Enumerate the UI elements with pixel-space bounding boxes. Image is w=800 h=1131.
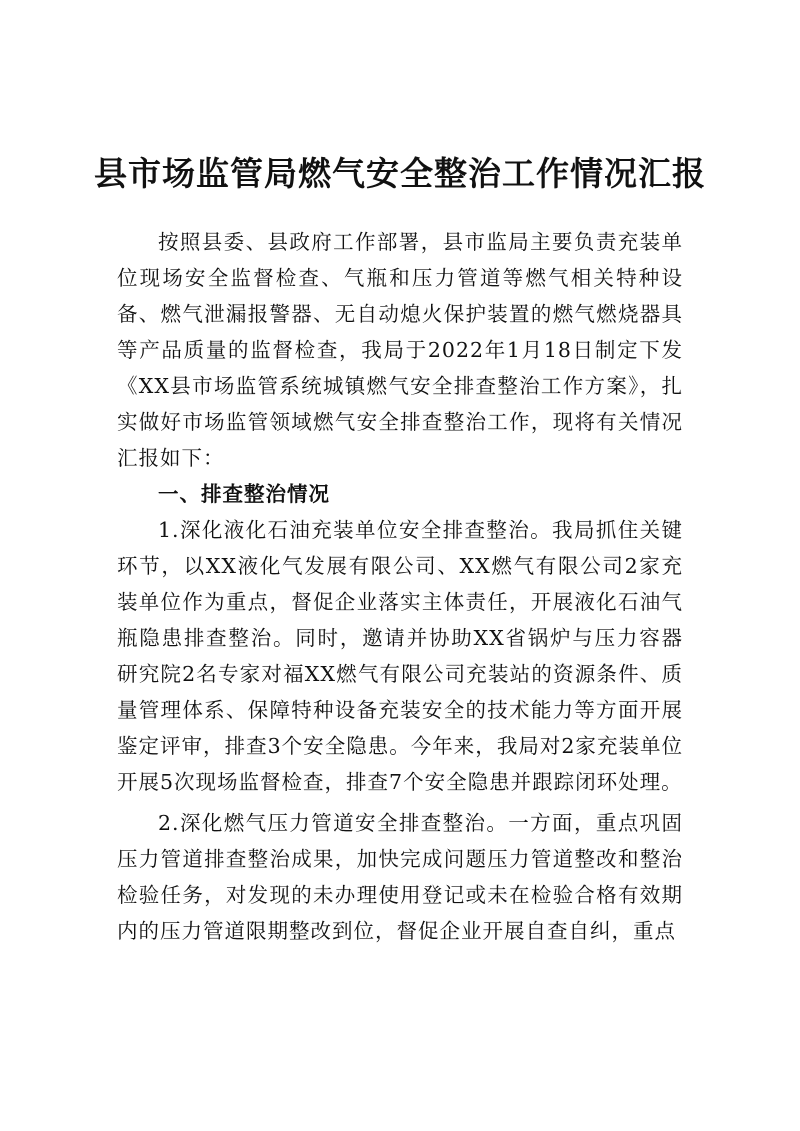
document-title: 县市场监管局燃气安全整治工作情况汇报 (94, 154, 706, 193)
body-paragraph-1: 1.深化液化石油充装单位安全排查整治。我局抓住关键环节，以XX液化气发展有限公司、XX燃气有限公司2家充装单位作为重点，督促企业落实主体责任，开展液化石油气瓶隐患排查整治。同时，邀请并协助XX省锅炉与压力容器研究院2名专家对福XX燃气有限公司充装站的资源条件、质量管理体系、保障特种设备充装安全的技术能力等方面开展鉴定评审，排查3个安全隐患。今年来，我局对2家充装单位开展5次现场监督检查，排查7个安全隐患并跟踪闭环处理。 (117, 518, 683, 794)
document-body (117, 224, 683, 949)
intro-paragraph: 按照县委、县政府工作部署，县市监局主要负责充装单位现场安全监督检查、气瓶和压力管道等燃气相关特种设备、燃气泄漏报警器、无自动熄火保护装置的燃气燃烧器具等产品质量的监督检查，我局于2022年1月18日制定下发《XX县市场监管系统城镇燃气安全排查整治工作方案》，扎实做好市场监管领域燃气安全排查整治工作，现将有关情况汇报如下： (117, 230, 683, 470)
body-paragraph-2: 2.深化燃气压力管道安全排查整治。一方面，重点巩固压力管道排查整治成果，加快完成问题压力管道整改和整治检验任务，对发现的未办理使用登记或未在检验合格有效期内的压力管道限期整改到位，督促企业开展自查自纠，重点 (117, 811, 683, 943)
section-heading: 一、排查整治情况 (158, 482, 330, 506)
